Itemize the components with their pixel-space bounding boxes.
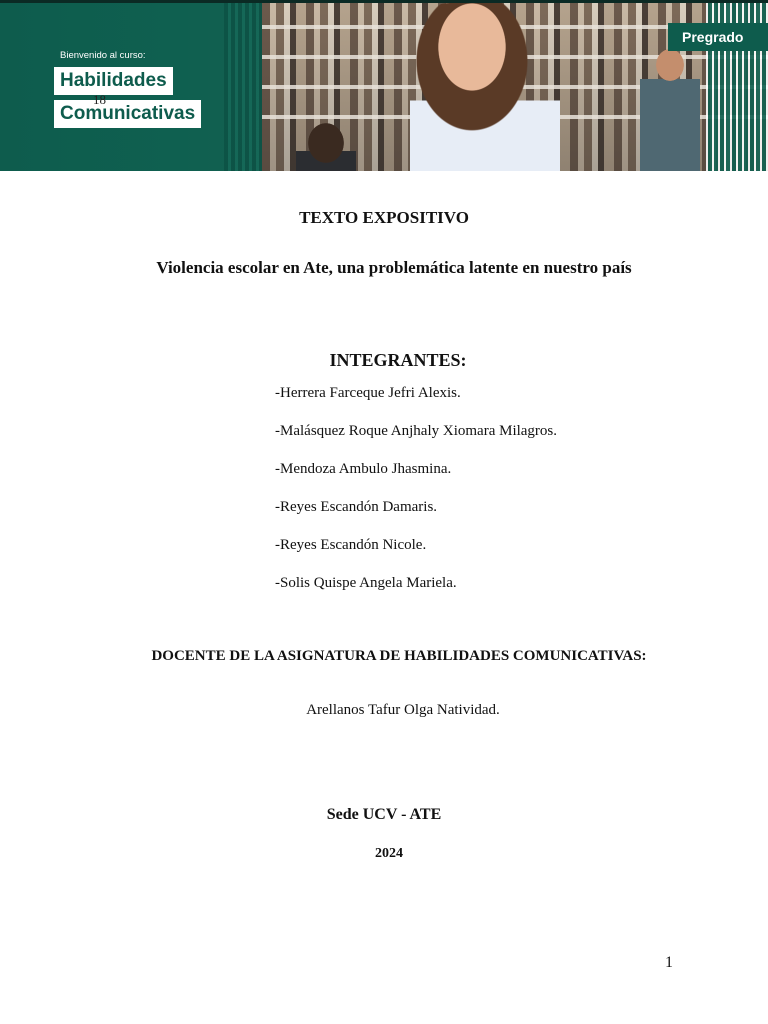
member-item: -Solis Quispe Angela Mariela.: [275, 575, 457, 591]
member-item: -Herrera Farceque Jefri Alexis.: [275, 385, 461, 401]
pregrado-tag: Pregrado: [668, 23, 768, 51]
campus-label: Sede UCV - ATE: [326, 806, 442, 823]
teacher-name: Arellanos Tafur Olga Natividad.: [306, 702, 500, 718]
members-list: [275, 382, 557, 610]
banner-welcome-text: Bienvenido al curso:: [60, 50, 146, 61]
course-name-line1: Habilidades: [54, 67, 173, 95]
member-item: -Malásquez Roque Anjhaly Xiomara Milagros.: [275, 423, 558, 439]
member-item: -Mendoza Ambulo Jhasmina.: [275, 461, 452, 477]
member-item: -Reyes Escandón Damaris.: [275, 499, 438, 515]
document-subtitle: Violencia escolar en Ate, una problemática latente en nuestro país: [156, 258, 632, 277]
banner-smiling-student: [410, 3, 560, 171]
banner-reading-student: [640, 47, 700, 171]
member-item: -Reyes Escandón Nicole.: [275, 537, 427, 553]
course-banner: [0, 0, 768, 171]
members-heading: INTEGRANTES:: [329, 350, 467, 370]
teacher-heading: DOCENTE DE LA ASIGNATURA DE HABILIDADES COMUNICATIVAS:: [151, 648, 647, 664]
year-label: 2024: [375, 846, 403, 861]
course-name-line2: Comunicativas: [54, 100, 201, 128]
document-title: TEXTO EXPOSITIVO: [299, 208, 469, 227]
page-number: 1: [665, 954, 673, 971]
banner-student-figure: [296, 121, 356, 171]
overlay-number: 18: [93, 92, 106, 107]
